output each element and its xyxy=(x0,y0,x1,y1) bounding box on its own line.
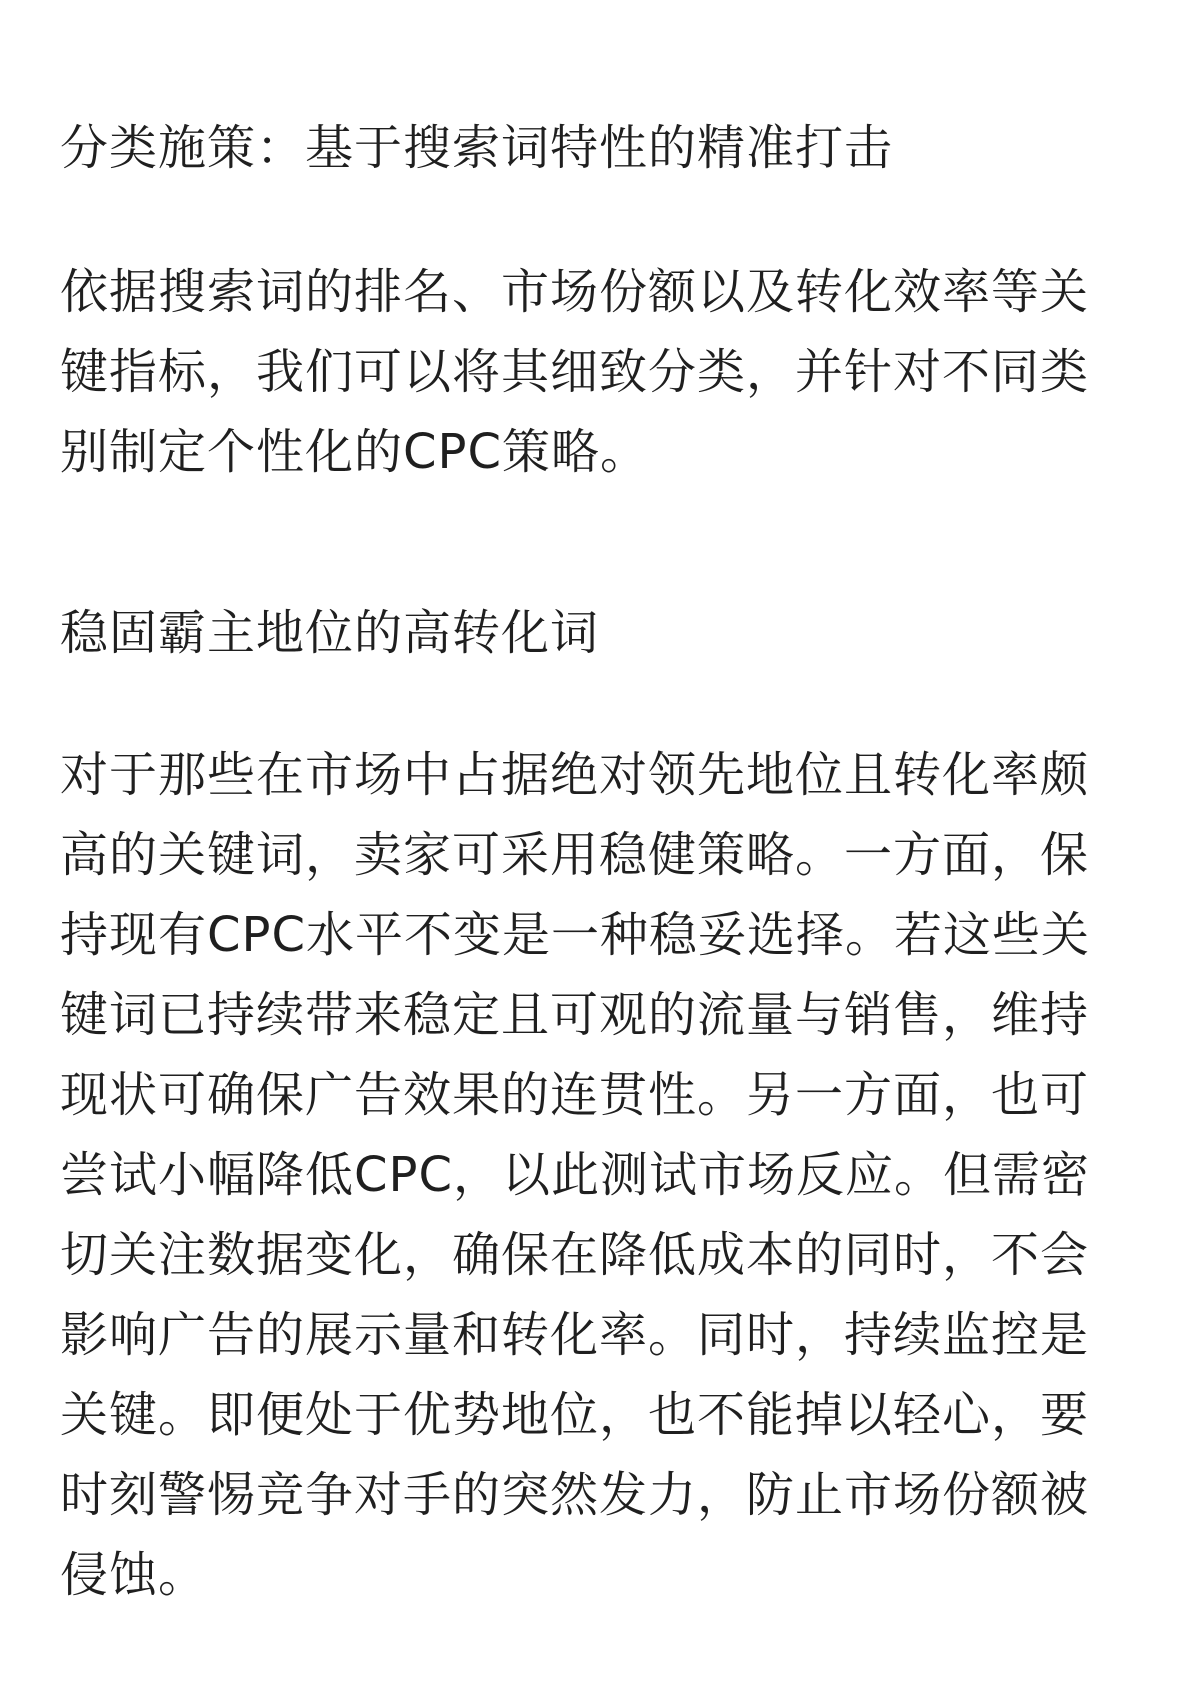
body-paragraph: 对于那些在市场中占据绝对领先地位且转化率颇高的关键词，卖家可采用稳健策略。一方面，保持现有CPC水平不变是一种稳妥选择。若这些关键词已持续带来稳定且可观的流量与销售，维持现状可确保广告效果的连贯性。另一方面，也可尝试小幅降低CPC，以此测试市场反应。但需密切关注数据变化，确保在降低成本的同时，不会影响广告的展示量和转化率。同时，持续监控是关键。即便处于优势地位，也不能掉以轻心，要时刻警惕竞争对手的突然发力，防止市场份额被侵蚀。 xyxy=(60,747,1090,1603)
subsection-heading: 稳固霸主地位的高转化词 xyxy=(60,605,600,661)
section-heading: 分类施策：基于搜索词特性的精准打击 xyxy=(60,120,894,176)
article-content xyxy=(60,0,1120,1688)
intro-paragraph: 依据搜索词的排名、市场份额以及转化效率等关键指标，我们可以将其细致分类，并针对不同类别制定个性化的CPC策略。 xyxy=(60,264,1090,480)
